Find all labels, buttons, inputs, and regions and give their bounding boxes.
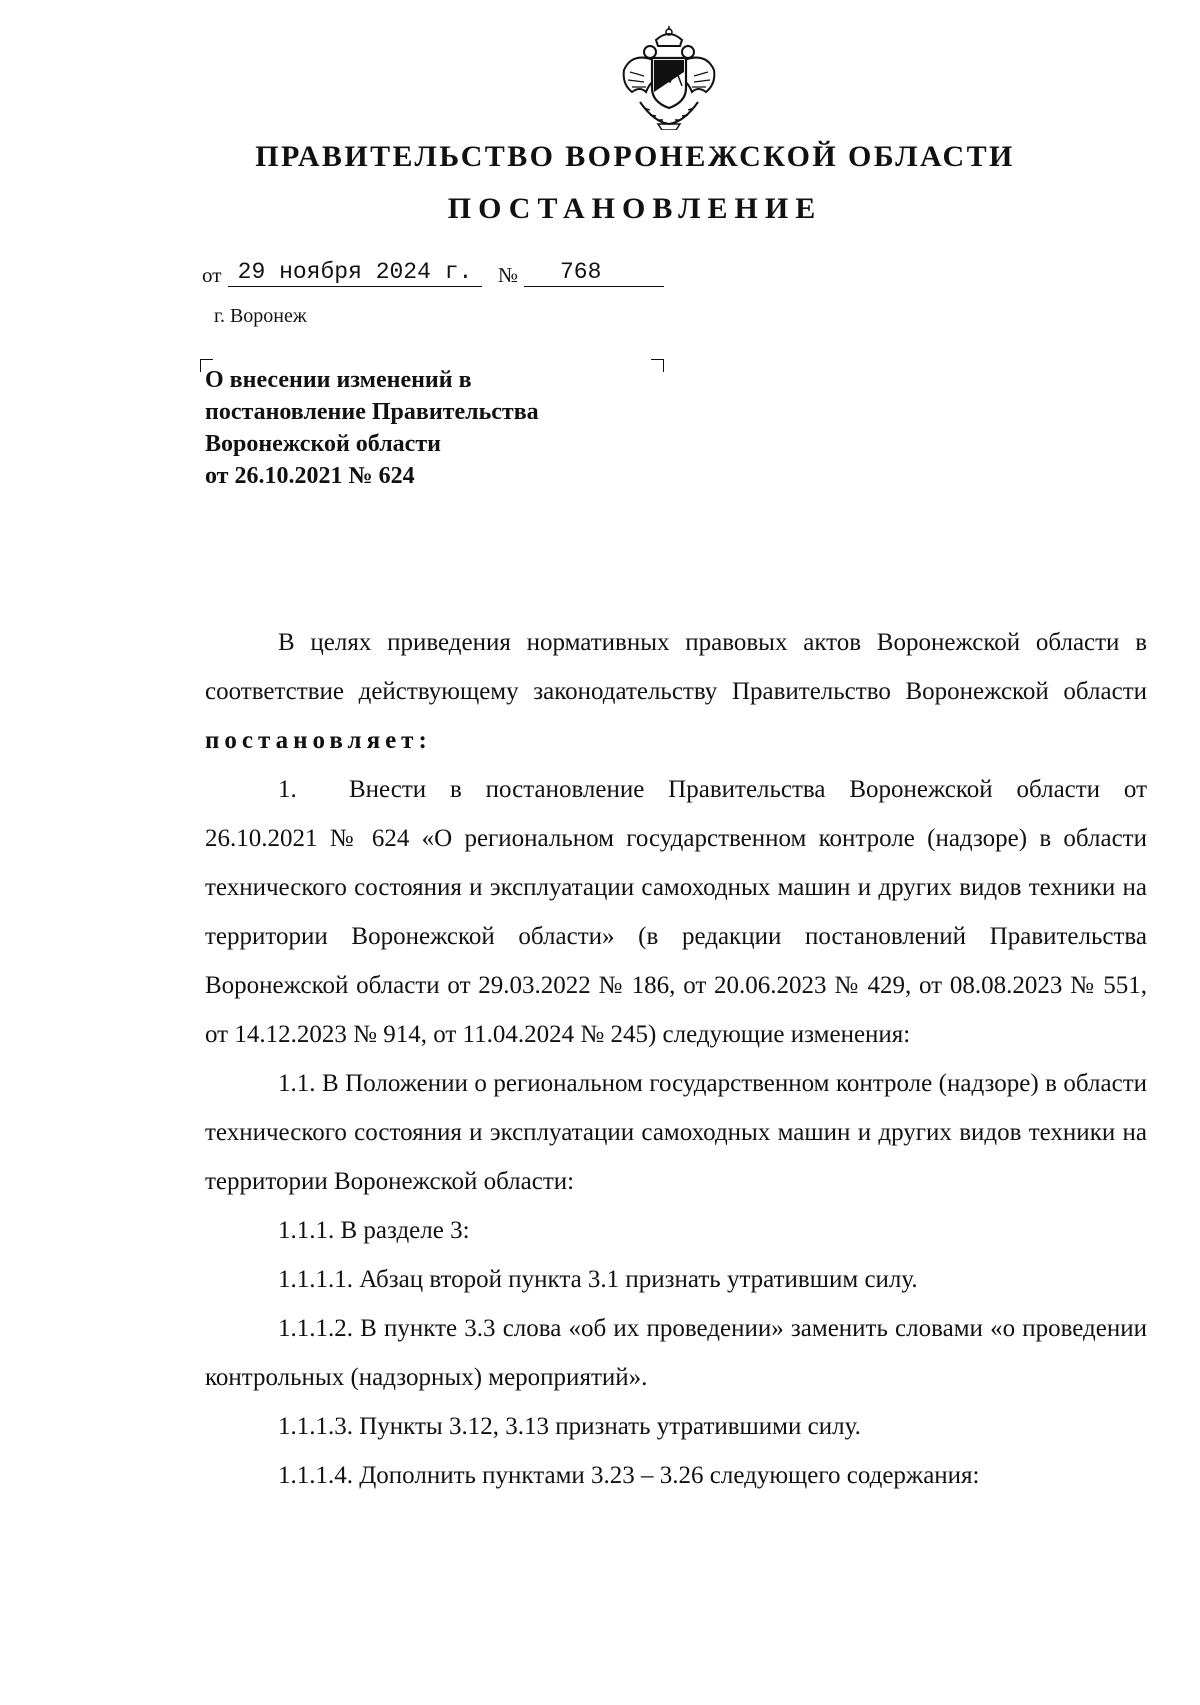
preamble-text: В целях приведения нормативных правовых актов Воронежской области в соответствие действующему законодательству Правительство Воронежской области — [205, 629, 1147, 705]
item-1-1-1-4-paragraph: 1.1.1.4. Дополнить пунктами 3.23 – 3.26 следующего содержания: — [278, 1462, 980, 1489]
item-1-1-1-3-paragraph: 1.1.1.3. Пункты 3.12, 3.13 признать утратившими силу. — [278, 1413, 861, 1440]
subject-line: постановление Правительства — [205, 399, 539, 425]
subject-line: О внесении изменений в — [205, 367, 472, 393]
document-date: 29 ноября 2024 г. — [228, 259, 482, 287]
item-1-number: 1. — [278, 776, 297, 803]
document-number: 768 — [524, 259, 664, 287]
city: г. Воронеж — [214, 305, 307, 327]
date-prefix: от — [202, 263, 222, 287]
resolves-word: постановляет: — [205, 727, 432, 754]
subject-line: от 26.10.2021 № 624 — [205, 463, 415, 489]
item-1-text: Внести в постановление Правительства Воронежской области от 26.10.2021 № 624 «О региональном государственном контроле (надзоре) в области технического состояния и эксплуатации самоходных машин и других видов техники на территории Воронежской области» (в редакции постановлений Правительства Воронежской области от 29.03.2022 № 186, от 20.06.2023 № 429, от 08.08.2023 № 551, от 14.12.2023 № 914, от 11.04.2024 № 245) следующие изменения: — [205, 776, 1147, 1048]
coat-of-arms-icon — [614, 26, 724, 130]
item-1-1-paragraph: 1.1. В Положении о региональном государственном контроле (надзоре) в области технического состояния и эксплуатации самоходных машин и других видов техники на территории Воронежской области: — [205, 1070, 1147, 1195]
item-1-paragraph — [205, 765, 1147, 1059]
item-1-1-1-1-paragraph: 1.1.1.1. Абзац второй пункта 3.1 признать утратившим силу. — [278, 1266, 918, 1293]
subject-line: Воронежской области — [205, 431, 441, 457]
preamble-paragraph — [205, 618, 1147, 765]
government-title: ПРАВИТЕЛЬСТВО ВОРОНЕЖСКОЙ ОБЛАСТИ — [255, 140, 1015, 173]
date-number-line — [202, 256, 682, 290]
document-type: ПОСТАНОВЛЕНИЕ — [447, 192, 823, 225]
document-body — [205, 618, 1147, 1500]
document-subject — [205, 364, 665, 492]
item-1-1-1-paragraph: 1.1.1. В разделе 3: — [278, 1217, 470, 1244]
number-prefix: № — [498, 263, 519, 287]
item-1-1-1-2-paragraph: 1.1.1.2. В пункте 3.3 слова «об их проведении» заменить словами «о проведении контрольных (надзорных) мероприятий». — [205, 1315, 1147, 1391]
